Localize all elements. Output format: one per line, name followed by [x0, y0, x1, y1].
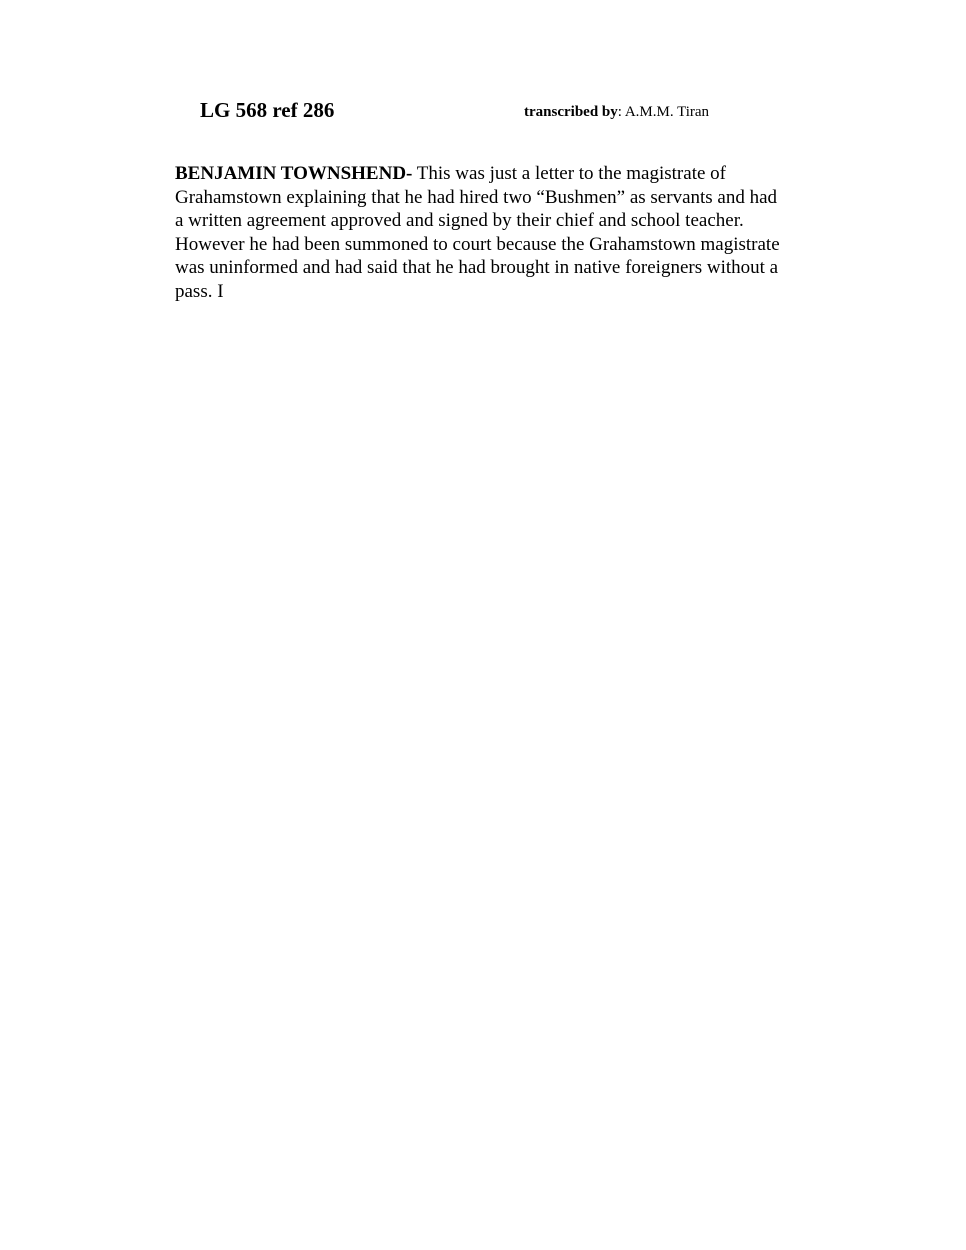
entry-paragraph	[175, 162, 790, 303]
reference-number: LG 568 ref 286	[200, 98, 335, 122]
transcriber-line	[524, 101, 709, 123]
transcribed-by-separator: :	[617, 104, 625, 120]
entry-text: This was just a letter to the magistrate of Grahamstown explaining that he had hired two “Bushmen” as servants and had a written agreement approved and signed by their chief and school teacher. However he had been summoned to court because the Grahamstown magistrate was uninformed and had said that he had brought in native foreigners without a pass. I	[175, 163, 780, 302]
transcribed-by-label: transcribed by	[524, 104, 618, 120]
entry-name: BENJAMIN TOWNSHEND-	[175, 163, 413, 184]
transcriber-name: A.M.M. Tiran	[624, 104, 710, 120]
document-header	[0, 96, 966, 126]
